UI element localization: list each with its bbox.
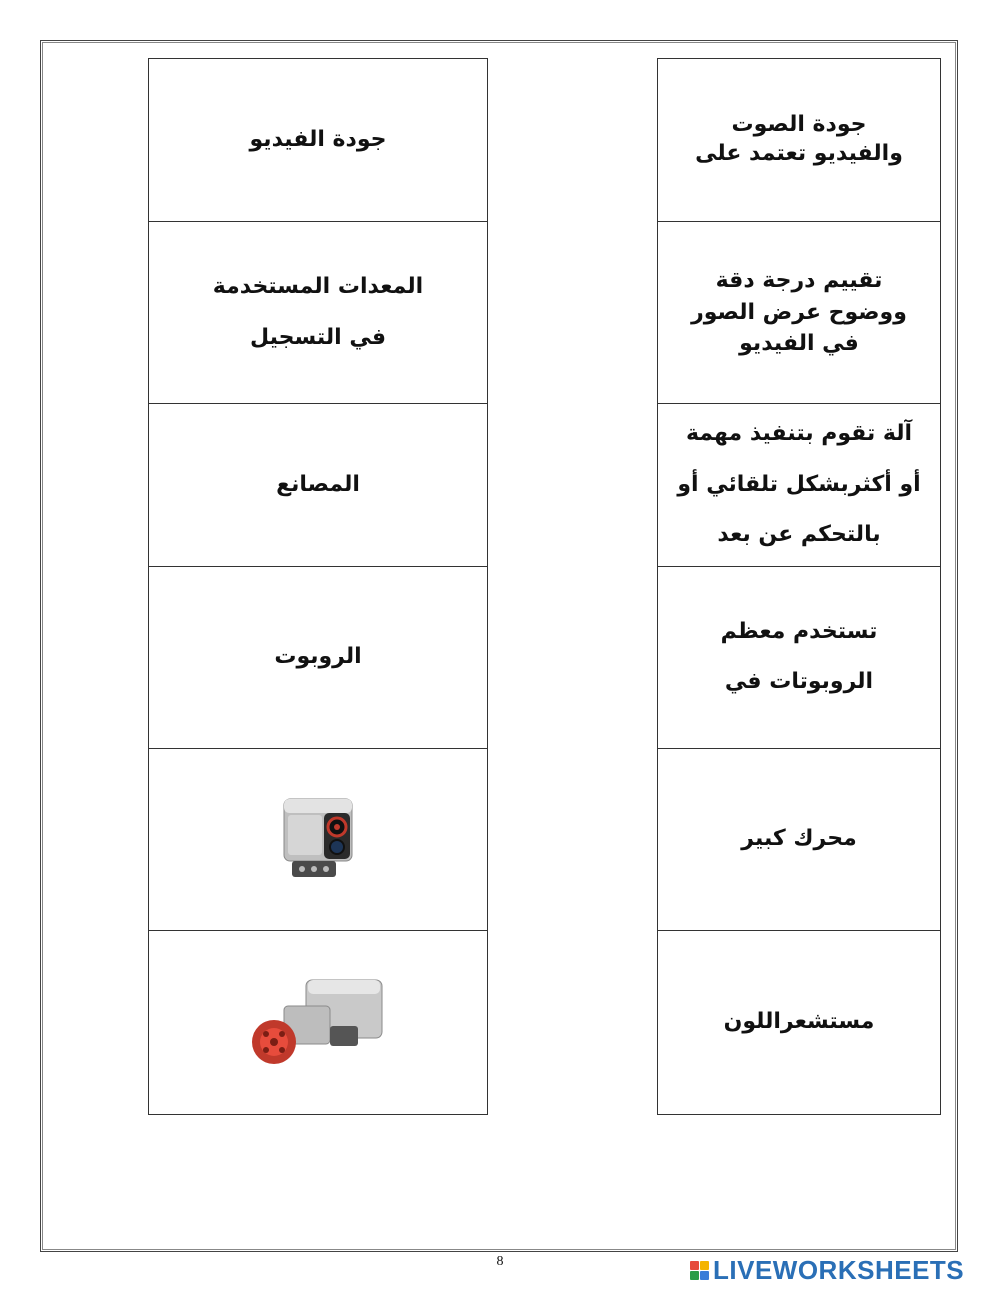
left-card-2-text: المعدات المستخدمة في التسجيل: [212, 273, 424, 350]
left-card-4-text: الروبوت: [274, 644, 362, 670]
left-card-1[interactable]: [149, 59, 487, 222]
right-card-4-text: تستخدم معظم الروبوتات في: [720, 618, 878, 695]
large-motor-icon: [248, 968, 388, 1078]
liveworksheets-brand[interactable]: [690, 1256, 964, 1284]
page-number: 8: [496, 1254, 504, 1269]
right-card-4[interactable]: [658, 567, 940, 749]
right-card-5[interactable]: [658, 749, 940, 932]
right-card-3[interactable]: [658, 404, 940, 567]
brand-text: LIVEWORKSHEETS: [713, 1254, 965, 1285]
left-column: [148, 58, 488, 1115]
right-card-2-text: تقييم درجة دقة ووضوح عرض الصور في الفيديو: [691, 267, 907, 357]
right-card-6-text: مستشعراللون: [723, 1009, 875, 1035]
right-card-5-text: محرك كبير: [741, 826, 857, 852]
right-card-3-text: آلة تقوم بتنفيذ مهمة أو أكثربشكل تلقائي أو بالتحكم عن بعد: [677, 421, 921, 548]
left-card-5[interactable]: [149, 749, 487, 932]
right-card-6[interactable]: [658, 931, 940, 1114]
right-column: [657, 58, 941, 1115]
right-card-2[interactable]: [658, 222, 940, 405]
right-card-1-text: جودة الصوت والفيديو تعتمد على: [695, 112, 903, 166]
color-sensor-icon: [278, 795, 358, 885]
left-card-3-text: المصانع: [276, 471, 360, 497]
left-card-1-text: جودة الفيديو: [249, 126, 387, 152]
liveworksheets-logo-icon: [690, 1261, 709, 1280]
left-card-6[interactable]: [149, 931, 487, 1114]
right-card-1[interactable]: [658, 59, 940, 222]
left-card-2[interactable]: [149, 222, 487, 405]
left-card-4[interactable]: [149, 567, 487, 749]
left-card-3[interactable]: [149, 404, 487, 567]
